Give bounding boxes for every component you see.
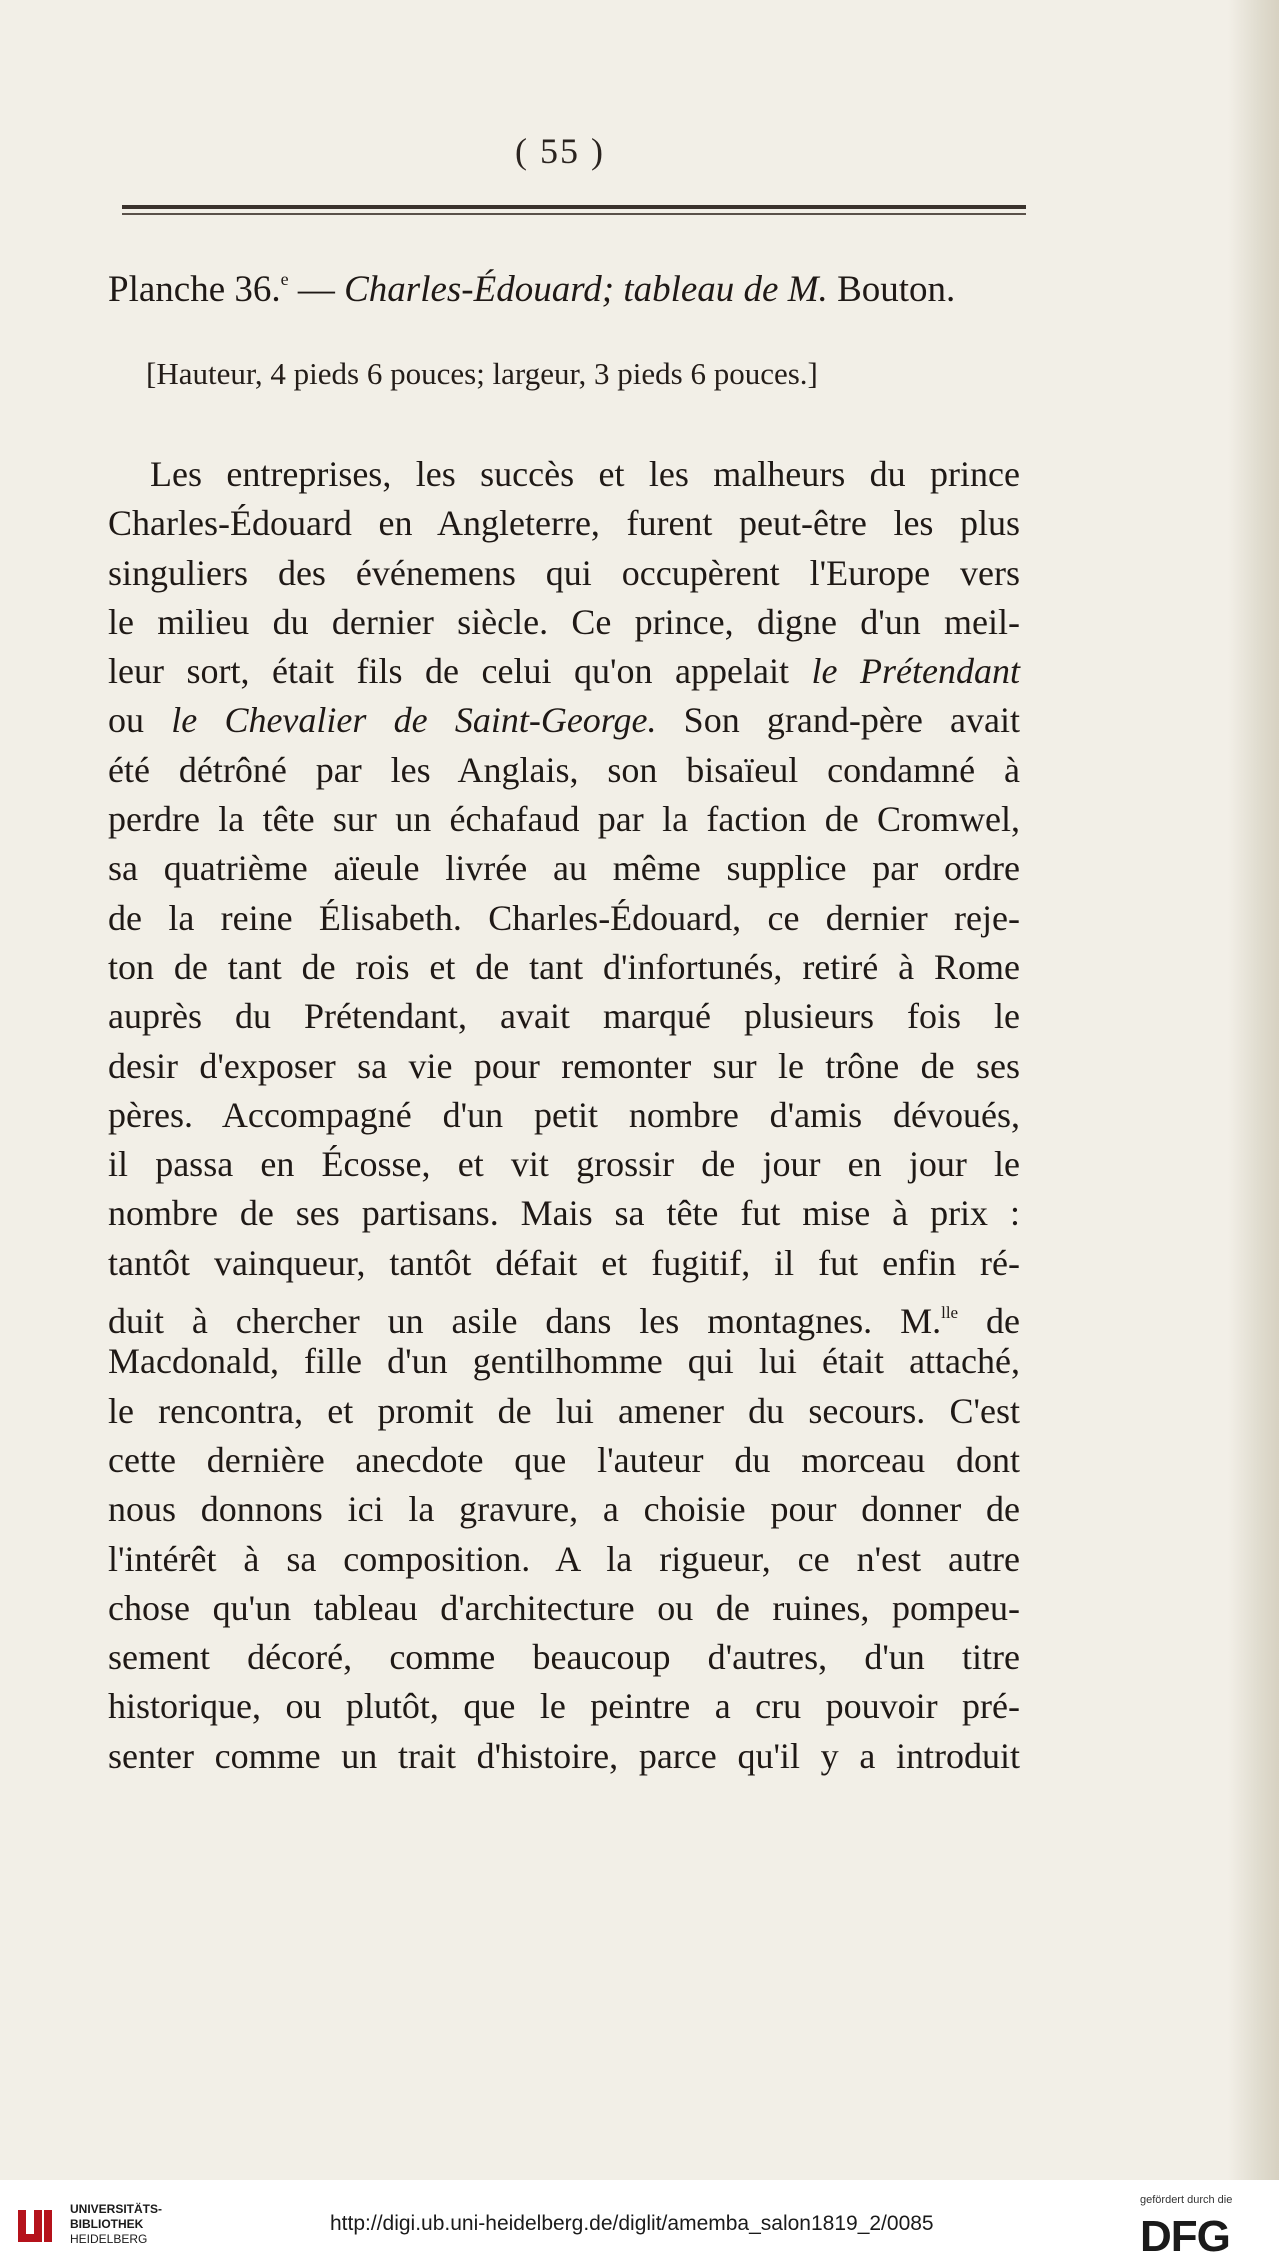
header-rule-thin <box>122 213 1026 215</box>
library-line: BIBLIOTHEK <box>70 2217 144 2231</box>
plate-number-sup: e <box>280 269 289 289</box>
text-segment: duit à chercher un asile dans les montagnes. M. <box>108 1301 942 1342</box>
university-library-logo-icon <box>12 2202 58 2248</box>
text-line: été détrôné par les Anglais, son bisaïeul condamné à <box>108 749 1020 790</box>
text-line: cette dernière anecdote que l'auteur du morceau dont <box>108 1439 1020 1480</box>
text-line: l'intérêt à sa composition. A la rigueur, ce n'est autre <box>108 1538 1020 1579</box>
library-line: HEIDELBERG <box>70 2232 148 2246</box>
text-line: singuliers des événemens qui occupèrent l'Europe vers <box>108 552 1020 593</box>
text-line: le rencontra, et promit de lui amener du secours. C'est <box>108 1390 1020 1431</box>
text-line: Les entreprises, les succès et les malheurs du prince <box>150 454 1020 494</box>
mlle-sup: lle <box>941 1303 959 1323</box>
plate-author: Bouton. <box>827 269 956 310</box>
text-line: nombre de ses partisans. Mais sa tête fut mise à prix : <box>108 1193 1020 1234</box>
text-line: historique, ou plutôt, que le peintre a cru pouvoir pré- <box>108 1686 1020 1727</box>
text-line: nous donnons ici la gravure, a choisie pour donner de <box>108 1489 1020 1530</box>
italic-pretendant: le Prétendant <box>811 651 1020 692</box>
text-line: il passa en Écosse, et vit grossir de jour en jour le <box>108 1144 1020 1185</box>
heading-dash: — <box>288 269 345 310</box>
text-line: sa quatrième aïeule livrée au même supplice par ordre <box>108 848 1020 889</box>
text-segment: ou <box>108 700 144 741</box>
text-line: chose qu'un tableau d'architecture ou de ruines, pompeu- <box>108 1587 1020 1628</box>
page-number: ( 55 ) <box>515 131 605 171</box>
text-line: sement décoré, comme beaucoup d'autres, d'un titre <box>108 1637 1020 1678</box>
digitization-footer <box>0 2180 1279 2268</box>
text-segment: leur sort, était fils de celui qu'on appelait <box>108 651 789 692</box>
text-line: senter comme un trait d'histoire, parce qu'il y a introduit <box>108 1735 1020 1776</box>
plate-heading <box>108 268 1048 311</box>
text-line: perdre la tête sur un échafaud par la faction de Cromwel, <box>108 799 1020 840</box>
text-line: ton de tant de rois et de tant d'infortunés, retiré à Rome <box>108 946 1020 987</box>
plate-number: Planche 36. <box>108 269 281 310</box>
text-line <box>108 696 1020 745</box>
text-line <box>108 647 1020 696</box>
text-segment: de <box>958 1301 1020 1342</box>
library-name <box>70 2202 162 2247</box>
italic-chevalier: le Chevalier de Saint-George. <box>171 700 657 741</box>
library-line: UNIVERSITÄTS- <box>70 2202 163 2216</box>
text-line: tantôt vainqueur, tantôt défait et fugitif, il fut enfin ré- <box>108 1242 1020 1283</box>
plate-dimensions: [Hauteur, 4 pieds 6 pouces; largeur, 3 pieds 6 pouces.] <box>146 356 818 391</box>
permalink[interactable]: http://digi.ub.uni-heidelberg.de/diglit/amemba_salon1819_2/0085 <box>330 2212 934 2235</box>
plate-title: Charles-Édouard; tableau de M. <box>344 269 828 310</box>
text-line: desir d'exposer sa vie pour remonter sur le trône de ses <box>108 1045 1020 1086</box>
funder-label: gefördert durch die <box>1140 2194 1233 2206</box>
text-line: Charles-Édouard en Angleterre, furent peut-être les plus <box>108 503 1020 544</box>
text-segment: Son grand-père avait <box>656 700 1021 741</box>
text-line: de la reine Élisabeth. Charles-Édouard, ce dernier reje- <box>108 897 1020 938</box>
text-line <box>108 1288 1020 1342</box>
text-line: Macdonald, fille d'un gentilhomme qui lui était attaché, <box>108 1341 1020 1382</box>
text-line: pères. Accompagné d'un petit nombre d'amis dévoués, <box>108 1094 1020 1135</box>
dfg-logo: DFG <box>1140 2212 1230 2261</box>
text-line: le milieu du dernier siècle. Ce prince, digne d'un meil- <box>108 601 1020 642</box>
header-rule <box>122 205 1026 209</box>
page-edge-shadow <box>1228 0 1279 2180</box>
text-line: auprès du Prétendant, avait marqué plusieurs fois le <box>108 996 1020 1037</box>
body-paragraph <box>108 450 1020 1781</box>
